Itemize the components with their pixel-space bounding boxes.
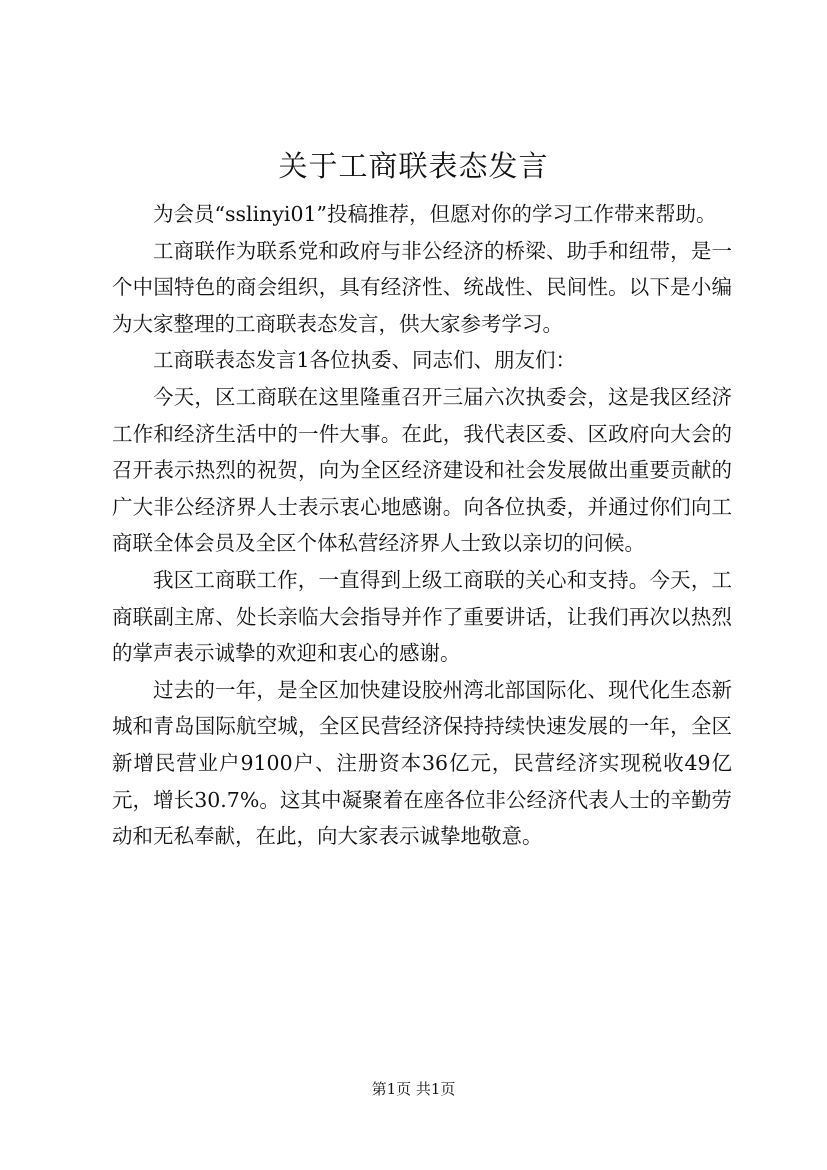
paragraph-opening: 今天，区工商联在这里隆重召开三届六次执委会，这是我区经济工作和经济生活中的一件大事。在此，我代表区委、区政府向大会的召开表示热烈的祝贺，向为全区经济建设和社会发展做出重要贡献的广大非公经济界人士表示衷心地感谢。向各位执委，并通过你们向工商联全体会员及全区个体私营经济界人士致以亲切的问候。 <box>112 384 732 556</box>
paragraph-review: 过去的一年，是全区加快建设胶州湾北部国际化、现代化生态新城和青岛国际航空城，全区民营经济保持持续快速发展的一年，全区新增民营业户9100户、注册资本36亿元，民营经济实现税收49亿元，增长30.7%。这其中凝聚着在座各位非公经济代表人士的辛勤劳动和无私奉献，在此，向大家表示诚挚地敬意。 <box>112 677 732 849</box>
paragraph-intro: 为会员“sslinyi01”投稿推荐，但愿对你的学习工作带来帮助。 <box>153 202 717 226</box>
document-body <box>112 196 732 855</box>
page-number-footer: 第1页 共1页 <box>371 1080 456 1098</box>
paragraph-summary: 工商联作为联系党和政府与非公经济的桥梁、助手和纽带，是一个中国特色的商会组织，具有经济性、统战性、民间性。以下是小编为大家整理的工商联表态发言，供大家参考学习。 <box>112 238 732 336</box>
document-title: 关于工商联表态发言 <box>278 149 549 183</box>
paragraph-salutation: 工商联表态发言1各位执委、同志们、朋友们： <box>153 348 577 373</box>
paragraph-thanks: 我区工商联工作，一直得到上级工商联的关心和支持。今天，工商联副主席、处长亲临大会指导并作了重要讲话，让我们再次以热烈的掌声表示诚挚的欢迎和衷心的感谢。 <box>112 567 732 666</box>
